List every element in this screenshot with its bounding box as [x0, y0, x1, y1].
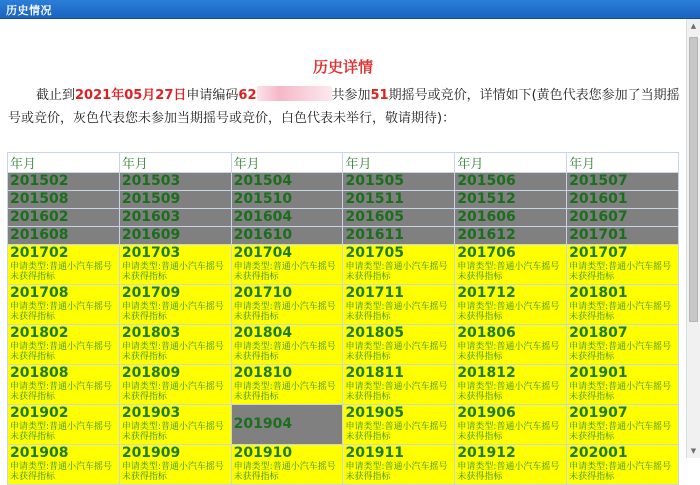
- table-cell-gray: [231, 209, 343, 227]
- result-label: 未获得指标: [569, 432, 615, 442]
- year-month-label: 201505: [345, 173, 404, 189]
- scroll-thumb[interactable]: [689, 37, 698, 322]
- result-label: 未获得指标: [345, 472, 391, 482]
- table-cell-gray: [455, 227, 567, 245]
- table-cell-gray: [8, 191, 120, 209]
- year-month-label: 201602: [10, 209, 69, 225]
- application-type-label: 申请类型:普通小汽车摇号: [233, 382, 336, 392]
- year-month-label: 201910: [233, 445, 293, 461]
- table-cell-yellow: [119, 405, 231, 445]
- table-cell-gray: [455, 173, 567, 191]
- table-cell-yellow: [231, 285, 343, 325]
- year-month-label: 201609: [121, 227, 181, 243]
- application-type-label: 申请类型:普通小汽车摇号: [233, 302, 336, 312]
- table-cell-yellow: [567, 365, 679, 405]
- column-header: 年月: [231, 153, 343, 173]
- result-label: 未获得指标: [457, 472, 503, 482]
- year-month-label: 201601: [569, 191, 628, 207]
- column-header: 年月: [343, 153, 455, 173]
- application-type-label: 申请类型:普通小汽车摇号: [569, 382, 672, 392]
- table-cell-yellow: [343, 325, 455, 365]
- application-type-label: 申请类型:普通小汽车摇号: [10, 382, 113, 392]
- table-cell-yellow: [343, 365, 455, 405]
- history-table: [7, 152, 679, 485]
- result-label: 未获得指标: [569, 272, 615, 282]
- year-month-label: 201704: [233, 245, 293, 261]
- year-month-label: 201606: [457, 209, 516, 225]
- result-label: 未获得指标: [121, 472, 167, 482]
- cutoff-date: 2021年05月27日: [75, 88, 187, 103]
- year-month-label: 201702: [10, 245, 69, 261]
- table-cell-yellow: [119, 325, 231, 365]
- year-month-label: 201512: [457, 191, 516, 207]
- table-row: [8, 173, 679, 191]
- table-row: [8, 227, 679, 245]
- application-type-label: 申请类型:普通小汽车摇号: [233, 342, 336, 352]
- result-label: 未获得指标: [10, 472, 56, 482]
- table-row: [8, 405, 679, 445]
- year-month-label: 201511: [345, 191, 404, 207]
- application-type-label: 申请类型:普通小汽车摇号: [233, 462, 336, 472]
- application-type-label: 申请类型:普通小汽车摇号: [10, 462, 113, 472]
- application-type-label: 申请类型:普通小汽车摇号: [10, 262, 113, 272]
- year-month-label: 201703: [121, 245, 181, 261]
- result-label: 未获得指标: [569, 352, 615, 362]
- column-header: 年月: [455, 153, 567, 173]
- result-label: 未获得指标: [10, 432, 56, 442]
- year-month-label: 201709: [121, 285, 181, 301]
- application-type-label: 申请类型:普通小汽车摇号: [345, 342, 448, 352]
- result-label: 未获得指标: [569, 312, 615, 322]
- table-cell-yellow: [8, 445, 120, 485]
- application-type-label: 申请类型:普通小汽车摇号: [457, 302, 560, 312]
- application-type-label: 申请类型:普通小汽车摇号: [121, 262, 224, 272]
- year-month-label: 201701: [569, 227, 628, 243]
- year-month-label: 201607: [569, 209, 628, 225]
- table-cell-yellow: [119, 365, 231, 405]
- table-cell-gray: [343, 209, 455, 227]
- year-month-label: 201909: [121, 445, 181, 461]
- year-month-label: 201507: [569, 173, 628, 189]
- result-label: 未获得指标: [457, 432, 503, 442]
- result-label: 未获得指标: [345, 392, 391, 402]
- year-month-label: 201806: [457, 325, 516, 341]
- scroll-down-arrow-icon[interactable]: ▼: [690, 447, 697, 455]
- column-header: 年月: [119, 153, 231, 173]
- year-month-label: 201912: [457, 445, 516, 461]
- year-month-label: 201708: [10, 285, 69, 301]
- application-type-label: 申请类型:普通小汽车摇号: [233, 262, 336, 272]
- column-header: 年月: [8, 153, 120, 173]
- application-type-label: 申请类型:普通小汽车摇号: [121, 462, 224, 472]
- year-month-label: 201712: [457, 285, 516, 301]
- application-type-label: 申请类型:普通小汽车摇号: [457, 382, 560, 392]
- table-cell-yellow: [231, 245, 343, 285]
- year-month-label: 201504: [233, 173, 293, 189]
- intro-text-2: 申请编码: [186, 88, 239, 103]
- table-cell-yellow: [567, 245, 679, 285]
- year-month-label: 201812: [457, 365, 516, 381]
- table-cell-gray: [8, 227, 120, 245]
- result-label: 未获得指标: [121, 272, 167, 282]
- year-month-label: 201805: [345, 325, 404, 341]
- result-label: 未获得指标: [233, 272, 279, 282]
- year-month-label: 201610: [233, 227, 293, 243]
- table-cell-yellow: [8, 325, 120, 365]
- table-cell-gray: [567, 173, 679, 191]
- result-label: 未获得指标: [345, 352, 391, 362]
- table-cell-yellow: [343, 405, 455, 445]
- table-cell-gray: [8, 173, 120, 191]
- table-cell-yellow: [455, 285, 567, 325]
- year-month-label: 201802: [10, 325, 69, 341]
- year-month-label: 201509: [121, 191, 181, 207]
- application-type-label: 申请类型:普通小汽车摇号: [345, 462, 448, 472]
- table-row: [8, 325, 679, 365]
- year-month-label: 201911: [345, 445, 404, 461]
- table-cell-yellow: [567, 285, 679, 325]
- year-month-label: 201810: [233, 365, 293, 381]
- result-label: 未获得指标: [457, 312, 503, 322]
- table-cell-yellow: [343, 285, 455, 325]
- application-type-label: 申请类型:普通小汽车摇号: [457, 342, 560, 352]
- table-cell-yellow: [119, 445, 231, 485]
- year-month-label: 201508: [10, 191, 69, 207]
- table-cell-gray: [119, 173, 231, 191]
- application-type-label: 申请类型:普通小汽车摇号: [345, 382, 448, 392]
- result-label: 未获得指标: [457, 392, 503, 402]
- table-cell-gray: [119, 227, 231, 245]
- table-cell-gray: [343, 173, 455, 191]
- table-cell-yellow: [455, 325, 567, 365]
- table-cell-gray: [343, 191, 455, 209]
- table-cell-yellow: [455, 365, 567, 405]
- year-month-label: 201612: [457, 227, 516, 243]
- table-row: [8, 245, 679, 285]
- table-cell-yellow: [8, 365, 120, 405]
- result-label: 未获得指标: [121, 312, 167, 322]
- year-month-label: 201811: [345, 365, 404, 381]
- year-month-label: 201907: [569, 405, 628, 421]
- application-type-label: 申请类型:普通小汽车摇号: [10, 422, 113, 432]
- result-label: 未获得指标: [457, 352, 503, 362]
- result-label: 未获得指标: [10, 392, 56, 402]
- table-cell-yellow: [455, 445, 567, 485]
- table-cell-yellow: [8, 285, 120, 325]
- result-label: 未获得指标: [233, 392, 279, 402]
- year-month-label: 201503: [121, 173, 181, 189]
- year-month-label: 201903: [121, 405, 181, 421]
- year-month-label: 202001: [569, 445, 628, 461]
- application-type-label: 申请类型:普通小汽车摇号: [10, 342, 113, 352]
- table-cell-yellow: [455, 405, 567, 445]
- year-month-label: 201705: [345, 245, 404, 261]
- table-cell-gray: [231, 191, 343, 209]
- result-label: 未获得指标: [457, 272, 503, 282]
- table-header-row: [8, 153, 679, 173]
- application-type-label: 申请类型:普通小汽车摇号: [121, 382, 224, 392]
- result-label: 未获得指标: [10, 352, 56, 362]
- result-label: 未获得指标: [10, 272, 56, 282]
- table-cell-yellow: [343, 245, 455, 285]
- application-type-label: 申请类型:普通小汽车摇号: [121, 302, 224, 312]
- application-type-label: 申请类型:普通小汽车摇号: [569, 262, 672, 272]
- year-month-label: 201801: [569, 285, 628, 301]
- table-cell-gray: [231, 173, 343, 191]
- result-label: 未获得指标: [569, 392, 615, 402]
- year-month-label: 201905: [345, 405, 404, 421]
- year-month-label: 201711: [345, 285, 404, 301]
- table-row: [8, 365, 679, 405]
- table-cell-yellow: [567, 445, 679, 485]
- application-code: 62: [238, 88, 257, 103]
- window-titlebar[interactable]: [0, 0, 700, 19]
- application-type-label: 申请类型:普通小汽车摇号: [457, 422, 560, 432]
- intro-text-1: 截止到: [36, 88, 76, 103]
- year-month-label: 201809: [121, 365, 181, 381]
- table-cell-gray: [567, 227, 679, 245]
- result-label: 未获得指标: [121, 352, 167, 362]
- table-cell-gray: [343, 227, 455, 245]
- result-label: 未获得指标: [121, 432, 167, 442]
- table-cell-yellow: [567, 405, 679, 445]
- result-label: 未获得指标: [569, 472, 615, 482]
- table-cell-yellow: [343, 445, 455, 485]
- application-type-label: 申请类型:普通小汽车摇号: [569, 342, 672, 352]
- table-cell-yellow: [119, 285, 231, 325]
- result-label: 未获得指标: [345, 272, 391, 282]
- table-cell-gray: [455, 191, 567, 209]
- year-month-label: 201604: [233, 209, 293, 225]
- application-type-label: 申请类型:普通小汽车摇号: [345, 262, 448, 272]
- table-row: [8, 285, 679, 325]
- application-type-label: 申请类型:普通小汽车摇号: [569, 462, 672, 472]
- window-title: 历史情况: [6, 4, 52, 17]
- table-cell-yellow: [8, 245, 120, 285]
- table-cell-yellow: [231, 365, 343, 405]
- year-month-label: 201510: [233, 191, 293, 207]
- table-cell-gray: [8, 209, 120, 227]
- table-row: [8, 445, 679, 485]
- year-month-label: 201506: [457, 173, 516, 189]
- table-cell-gray: [231, 227, 343, 245]
- result-label: 未获得指标: [233, 472, 279, 482]
- year-month-label: 201808: [10, 365, 69, 381]
- year-month-label: 201707: [569, 245, 628, 261]
- application-type-label: 申请类型:普通小汽车摇号: [345, 302, 448, 312]
- table-cell-yellow: [231, 325, 343, 365]
- table-cell-yellow: [119, 245, 231, 285]
- masked-code-redaction: [257, 86, 332, 101]
- application-type-label: 申请类型:普通小汽车摇号: [10, 302, 113, 312]
- application-type-label: 申请类型:普通小汽车摇号: [569, 422, 672, 432]
- year-month-label: 201906: [457, 405, 516, 421]
- application-type-label: 申请类型:普通小汽车摇号: [121, 342, 224, 352]
- table-cell-gray: [567, 191, 679, 209]
- table-cell-gray: [231, 405, 343, 445]
- application-type-label: 申请类型:普通小汽车摇号: [569, 302, 672, 312]
- intro-text-4: 期摇号或竞价，详情如下(黄色代表您参加了当期摇号或竞价，灰色代表您未参加当期摇号或竞价，白色代表未举行，敬请期待)：: [8, 88, 680, 126]
- table-cell-gray: [455, 209, 567, 227]
- table-row: [8, 209, 679, 227]
- result-label: 未获得指标: [233, 312, 279, 322]
- year-month-label: 201908: [10, 445, 69, 461]
- table-cell-yellow: [455, 245, 567, 285]
- year-month-label: 201608: [10, 227, 69, 243]
- table-cell-yellow: [8, 405, 120, 445]
- table-cell-gray: [567, 209, 679, 227]
- result-label: 未获得指标: [345, 432, 391, 442]
- participation-count: 51: [370, 88, 389, 103]
- table-cell-yellow: [567, 325, 679, 365]
- year-month-label: 201603: [121, 209, 181, 225]
- application-type-label: 申请类型:普通小汽车摇号: [457, 262, 560, 272]
- column-header: 年月: [567, 153, 679, 173]
- table-cell-yellow: [231, 445, 343, 485]
- year-month-label: 201804: [233, 325, 293, 341]
- year-month-label: 201710: [233, 285, 293, 301]
- vertical-scrollbar[interactable]: [686, 19, 700, 458]
- year-month-label: 201901: [569, 365, 628, 381]
- year-month-label: 201611: [345, 227, 404, 243]
- year-month-label: 201502: [10, 173, 69, 189]
- application-type-label: 申请类型:普通小汽车摇号: [345, 422, 448, 432]
- year-month-label: 201706: [457, 245, 516, 261]
- history-table-body: [8, 173, 679, 485]
- year-month-label: 201605: [345, 209, 404, 225]
- table-cell-gray: [119, 191, 231, 209]
- year-month-label: 201807: [569, 325, 628, 341]
- application-type-label: 申请类型:普通小汽车摇号: [457, 462, 560, 472]
- result-label: 未获得指标: [345, 312, 391, 322]
- intro-text-3: 共参加: [331, 88, 371, 103]
- result-label: 未获得指标: [10, 312, 56, 322]
- result-label: 未获得指标: [121, 392, 167, 402]
- table-row: [8, 191, 679, 209]
- result-label: 未获得指标: [233, 352, 279, 362]
- table-cell-gray: [119, 209, 231, 227]
- page-title: 历史详情: [312, 58, 373, 76]
- year-month-label: 201803: [121, 325, 181, 341]
- year-month-label: 201904: [233, 416, 293, 432]
- year-month-label: 201902: [10, 405, 69, 421]
- intro-paragraph: [8, 84, 680, 130]
- scroll-up-arrow-icon[interactable]: ▲: [690, 22, 697, 30]
- application-type-label: 申请类型:普通小汽车摇号: [121, 422, 224, 432]
